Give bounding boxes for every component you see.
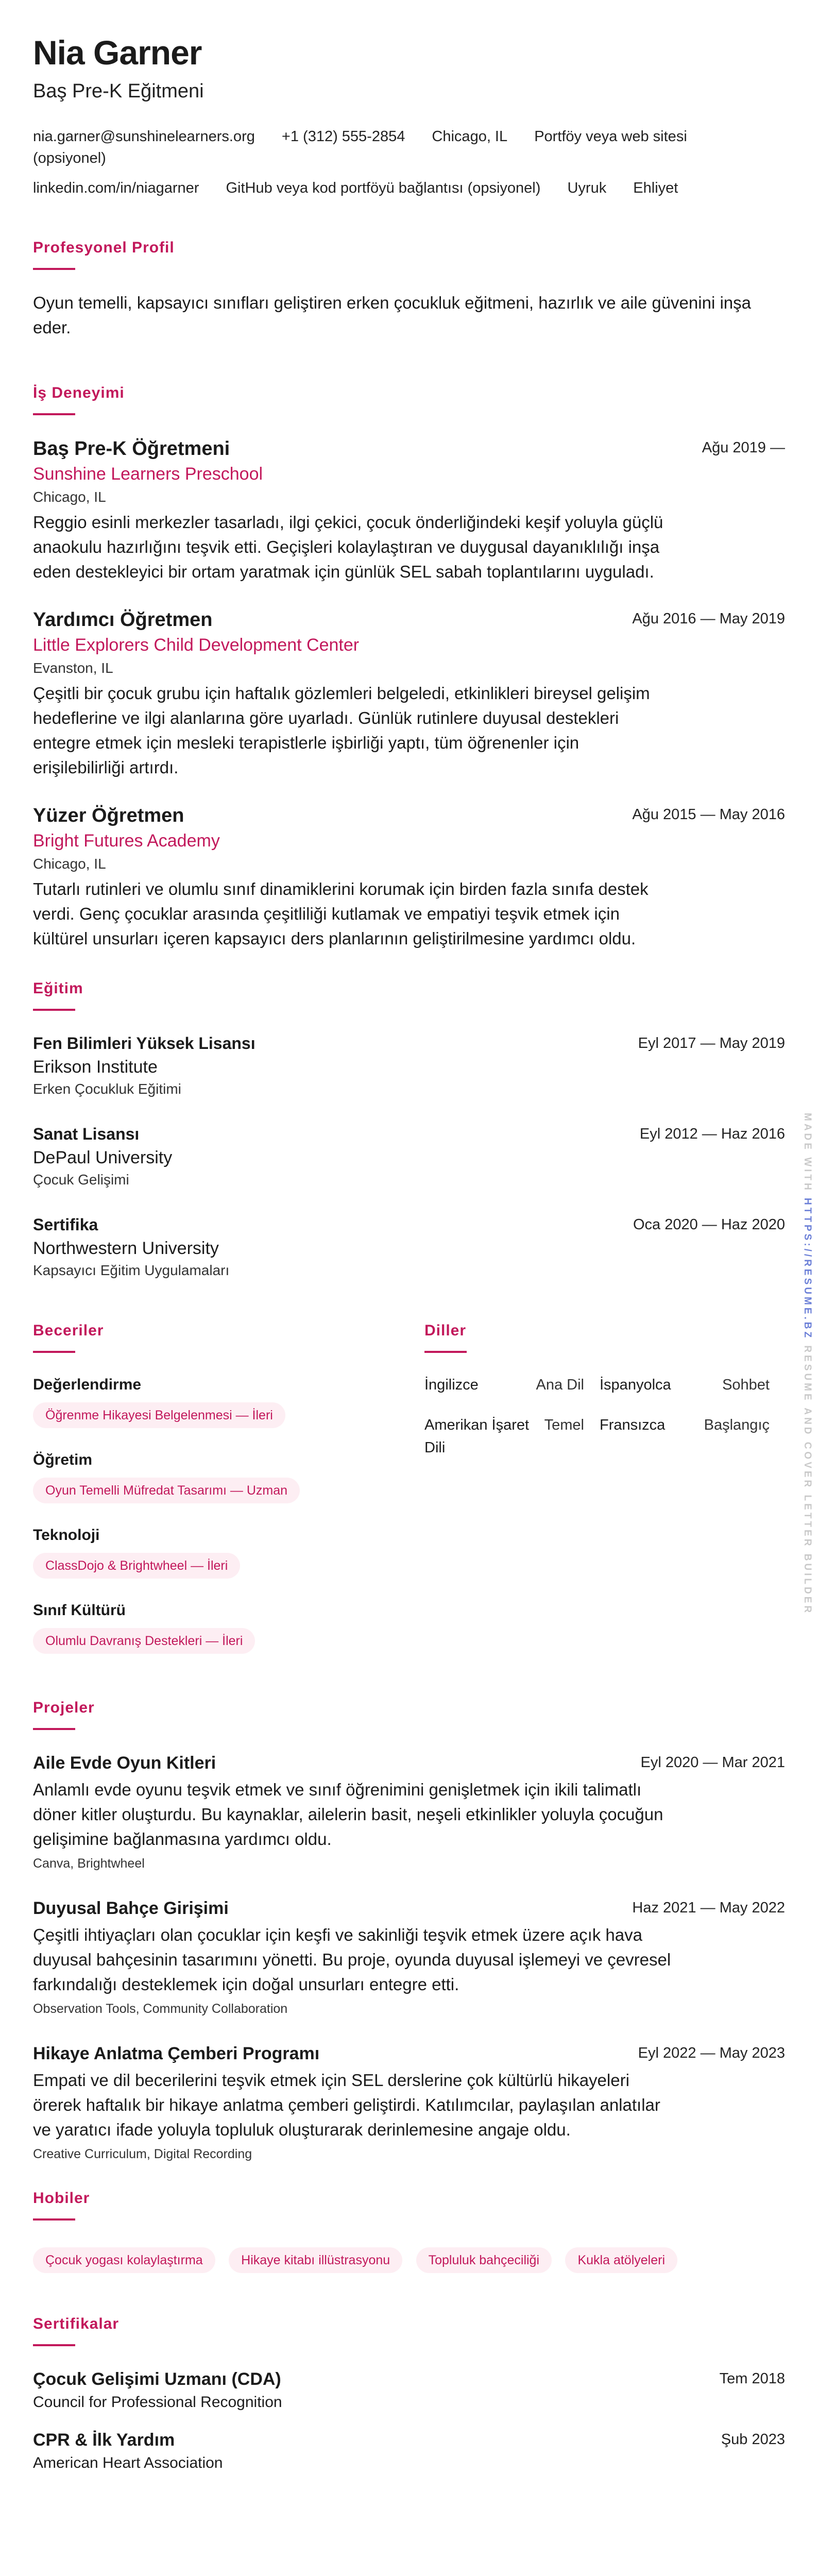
certification-date: Tem 2018 <box>719 2370 785 2387</box>
certification-entry <box>33 2428 785 2474</box>
email-link[interactable]: nia.garner@sunshinelearners.org <box>33 128 255 145</box>
job-location: Chicago, IL <box>33 856 106 872</box>
certification-issuer: American Heart Association <box>33 2454 223 2471</box>
education-date: Eyl 2012 — Haz 2016 <box>639 1126 785 1142</box>
language-item <box>600 1374 785 1396</box>
education-field: Çocuk Gelişimi <box>33 1172 129 1188</box>
project-tools: Observation Tools, Community Collaboration <box>33 2002 288 2016</box>
education-section <box>33 980 785 1281</box>
job-location: Chicago, IL <box>33 489 106 505</box>
job-date: Ağu 2016 — May 2019 <box>632 611 785 627</box>
skill-pill: Olumlu Davranış Destekleri — İleri <box>33 1628 255 1654</box>
section-divider <box>33 1351 75 1353</box>
section-divider <box>33 268 75 270</box>
skill-category: Öğretim <box>33 1451 93 1468</box>
education-school: DePaul University <box>33 1148 173 1167</box>
resume-page <box>33 31 785 2488</box>
language-level: Sohbet <box>722 1377 770 1393</box>
job-title: Baş Pre-K Öğretmeni <box>33 438 230 460</box>
license-text: Ehliyet <box>633 180 678 196</box>
contact-info <box>33 126 785 199</box>
skill-group <box>33 1449 424 1518</box>
project-entry <box>33 1751 785 1873</box>
candidate-title: Baş Pre-K Eğitmeni <box>33 80 204 102</box>
section-heading-experience: İş Deneyimi <box>33 384 125 401</box>
section-divider <box>33 1728 75 1730</box>
hobby-pill: Hikaye kitabı illüstrasyonu <box>229 2247 402 2273</box>
section-heading-skills: Beceriler <box>33 1322 104 1339</box>
education-entry <box>33 1122 785 1190</box>
project-entry <box>33 1896 785 2019</box>
project-entry <box>33 2041 785 2164</box>
skill-pill: ClassDojo & Brightwheel — İleri <box>33 1553 240 1579</box>
job-title: Yardımcı Öğretmen <box>33 609 213 631</box>
language-item <box>424 1374 600 1396</box>
linkedin-link[interactable]: linkedin.com/in/niagarner <box>33 180 199 196</box>
project-description: Empati ve dil becerilerini teşvik etmek için SEL derslerine çok kültürlü hikayeleri örerek haftalık bir hikaye anlatma çemberi geliştirdi. Katılımcılar, paylaşılan anlatılar ve yaratıcı ifade yoluyla topluluk oluşturarak derinlemesine angaje oldu. <box>33 2071 660 2139</box>
language-item <box>424 1414 600 1459</box>
skill-pill: Oyun Temelli Müfredat Tasarımı — Uzman <box>33 1478 300 1503</box>
certification-date: Şub 2023 <box>721 2431 785 2448</box>
credit-link[interactable]: HTTPS://RESUME.BZ <box>802 1198 813 1341</box>
section-heading-hobbies: Hobiler <box>33 2190 90 2207</box>
job-company: Sunshine Learners Preschool <box>33 464 263 484</box>
language-list <box>424 1374 785 1459</box>
skills-section <box>33 1322 424 1668</box>
certification-name: Çocuk Gelişimi Uzmanı (CDA) <box>33 2369 281 2389</box>
education-date: Eyl 2017 — May 2019 <box>638 1035 785 1052</box>
job-entry <box>33 803 785 951</box>
section-divider <box>33 1009 75 1011</box>
contact-row-1 <box>33 126 785 169</box>
job-date: Ağu 2015 — May 2016 <box>632 806 785 823</box>
job-company: Little Explorers Child Development Center <box>33 635 360 655</box>
resume-header <box>33 31 785 199</box>
section-heading-languages: Diller <box>424 1322 467 1339</box>
language-item <box>600 1414 785 1459</box>
credit-suffix: RESUME AND COVER LETTER BUILDER <box>802 1345 813 1616</box>
skill-group <box>33 1374 424 1443</box>
education-field: Kapsayıcı Eğitim Uygulamaları <box>33 1262 230 1278</box>
hobby-list <box>33 2241 785 2287</box>
project-tools: Canva, Brightwheel <box>33 1856 145 1871</box>
nationality-text: Uyruk <box>567 180 607 196</box>
language-level: Ana Dil <box>536 1377 584 1393</box>
skill-pill: Öğrenme Hikayesi Belgelenmesi — İleri <box>33 1402 285 1428</box>
education-degree: Sertifika <box>33 1215 98 1234</box>
candidate-name: Nia Garner <box>33 33 202 72</box>
project-title: Aile Evde Oyun Kitleri <box>33 1753 216 1773</box>
skill-group <box>33 1599 424 1668</box>
project-title: Duyusal Bahçe Girişimi <box>33 1899 229 1918</box>
education-degree: Fen Bilimleri Yüksek Lisansı <box>33 1034 255 1053</box>
education-date: Oca 2020 — Haz 2020 <box>633 1216 785 1233</box>
section-divider <box>424 1351 467 1353</box>
job-entry <box>33 607 785 780</box>
project-date: Haz 2021 — May 2022 <box>632 1900 785 1916</box>
job-entry <box>33 436 785 584</box>
job-title: Yüzer Öğretmen <box>33 805 184 826</box>
project-date: Eyl 2022 — May 2023 <box>638 2045 785 2061</box>
portfolio-link[interactable]: Portföy veya web sitesi (opsiyonel) <box>33 128 687 166</box>
hobby-pill: Kukla atölyeleri <box>565 2247 677 2273</box>
language-level: Başlangıç <box>704 1417 770 1433</box>
hobby-pill: Çocuk yogası kolaylaştırma <box>33 2247 215 2273</box>
certifications-section <box>33 2315 785 2474</box>
education-entry <box>33 1213 785 1281</box>
certification-issuer: Council for Professional Recognition <box>33 2394 282 2411</box>
education-degree: Sanat Lisansı <box>33 1125 140 1143</box>
project-tools: Creative Curriculum, Digital Recording <box>33 2147 252 2161</box>
github-link[interactable]: GitHub veya kod portföyü bağlantısı (opsiyonel) <box>226 180 541 196</box>
projects-section <box>33 1699 785 2164</box>
education-school: Northwestern University <box>33 1239 219 1258</box>
profile-summary: Oyun temelli, kapsayıcı sınıfları geliştiren erken çocukluk eğitmeni, hazırlık ve aile güvenini inşa eder. <box>33 293 751 337</box>
language-name: İspanyolca <box>600 1377 671 1393</box>
hobbies-section <box>33 2190 785 2287</box>
language-name: İngilizce <box>424 1377 479 1393</box>
skill-category: Teknoloji <box>33 1527 100 1544</box>
contact-row-2 <box>33 177 785 199</box>
education-field: Erken Çocukluk Eğitimi <box>33 1081 181 1097</box>
language-name: Fransızca <box>600 1417 666 1433</box>
location-text: Chicago, IL <box>432 128 508 145</box>
section-heading-projects: Projeler <box>33 1699 95 1716</box>
project-description: Anlamlı evde oyunu teşvik etmek ve sınıf öğrenimini genişletmek için ikili talimatlı döner kitler oluşturdu. Bu kaynaklar, ailelerin basit, neşeli etkinlikler yoluyla çocuğun gelişimine bağlanmasına yardımcı oldu. <box>33 1780 663 1849</box>
skill-group <box>33 1524 424 1593</box>
phone-text: +1 (312) 555-2854 <box>281 128 405 145</box>
job-description: Çeşitli bir çocuk grubu için haftalık gözlemleri belgeledi, etkinlikleri bireysel gelişim hedeflerine ve ilgi alanlarına göre uyarladı. Günlük rutinlere duyusal destekleri entegre etmek için mesleki terapistlerle işbirliği yaptı, tüm öğrenenler için erişilebilirliği artırdı. <box>33 684 650 777</box>
job-location: Evanston, IL <box>33 660 113 676</box>
job-description: Reggio esinli merkezler tasarladı, ilgi çekici, çocuk önderliğindeki keşif yoluyla güçlü anaokulu hazırlığını teşvik etti. Geçişleri kolaylaştıran ve duygusal dayanıklılığı inşa eden destekleyici bir ortam yaratmak için günlük SEL sabah toplantılarını uyguladı. <box>33 513 663 581</box>
hobby-pill: Topluluk bahçeciliği <box>416 2247 552 2273</box>
certification-entry <box>33 2367 785 2413</box>
section-divider <box>33 2344 75 2346</box>
skill-category: Değerlendirme <box>33 1376 142 1393</box>
project-date: Eyl 2020 — Mar 2021 <box>640 1754 785 1771</box>
education-entry <box>33 1031 785 1099</box>
section-heading-certifications: Sertifikalar <box>33 2315 120 2332</box>
section-heading-profile: Profesyonel Profil <box>33 239 175 256</box>
builder-credit <box>802 1113 813 1615</box>
project-title: Hikaye Anlatma Çemberi Programı <box>33 2044 320 2063</box>
job-company: Bright Futures Academy <box>33 831 220 851</box>
language-name: Amerikan İşaret Dili <box>424 1417 530 1456</box>
languages-section <box>424 1322 785 1668</box>
certification-name: CPR & İlk Yardım <box>33 2430 175 2450</box>
project-description: Çeşitli ihtiyaçları olan çocuklar için keşfi ve sakinliği teşvik etmek üzere açık hava duyusal bahçesinin tasarımını yönetti. Bu proje, oyunda duyusal işlemeyi ve çevresel farkındalığı desteklemek için doğal unsurları entegre etti. <box>33 1925 671 1994</box>
language-level: Temel <box>544 1417 584 1433</box>
education-school: Erikson Institute <box>33 1057 158 1077</box>
profile-section <box>33 239 785 340</box>
experience-section <box>33 384 785 951</box>
credit-prefix: MADE WITH <box>802 1113 813 1193</box>
job-date: Ağu 2019 — <box>702 439 785 456</box>
section-divider <box>33 2218 75 2221</box>
section-heading-education: Eğitim <box>33 980 83 997</box>
job-description: Tutarlı rutinleri ve olumlu sınıf dinamiklerini korumak için birden fazla sınıfa destek verdi. Genç çocuklar arasında çeşitliliği kutlamak ve empatiyi teşvik etmek için kültürel unsurları içeren kapsayıcı ders planlarının geliştirilmesine yardımcı oldu. <box>33 879 649 948</box>
section-divider <box>33 413 75 415</box>
skill-category: Sınıf Kültürü <box>33 1602 126 1619</box>
skills-languages-row <box>33 1322 785 1668</box>
